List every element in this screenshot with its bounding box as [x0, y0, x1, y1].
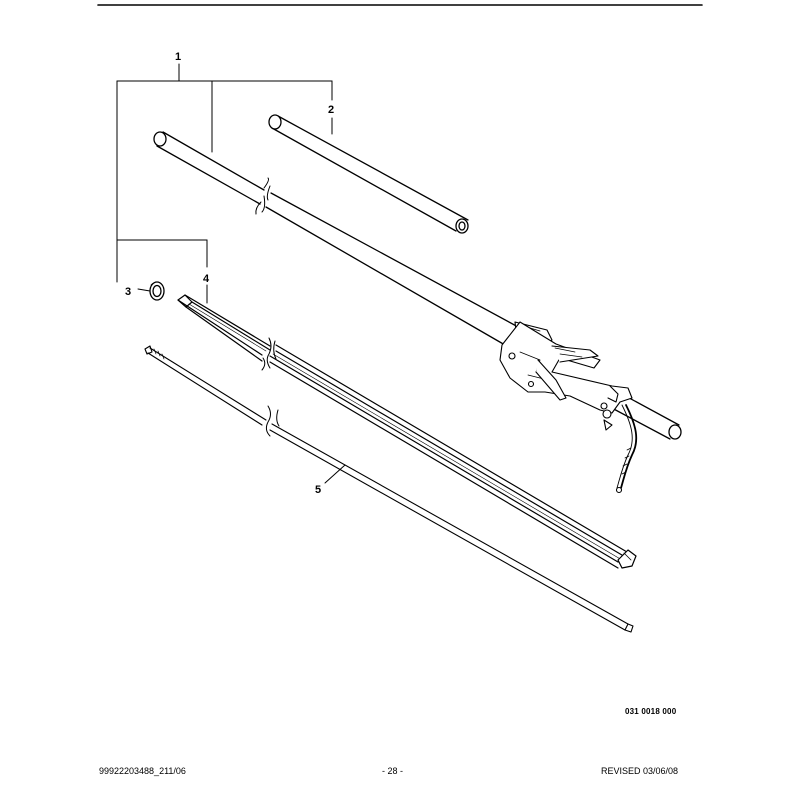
- callout-1-label: 1: [175, 51, 182, 63]
- drawing-code: 031 0018 000: [625, 707, 677, 716]
- callout-5-label: 5: [315, 484, 322, 496]
- footer-revision-date: REVISED 03/06/08: [601, 766, 679, 776]
- part-2-short-tube: [269, 115, 468, 233]
- callout-2-label: 2: [328, 104, 335, 116]
- callout-4-label: 4: [203, 273, 210, 285]
- footer-part-number: 99922203488_211/06: [99, 766, 186, 776]
- part-4-liner: [178, 295, 636, 568]
- callout-5-leader: [325, 465, 345, 483]
- footer-page-number: - 28 -: [382, 766, 404, 776]
- callout-3-label: 3: [125, 286, 132, 298]
- callout-1-leaders: [117, 64, 335, 267]
- callout-3-arrow: [138, 289, 150, 291]
- trigger-handle-assembly: [500, 322, 636, 493]
- part-3-washer: [150, 282, 164, 300]
